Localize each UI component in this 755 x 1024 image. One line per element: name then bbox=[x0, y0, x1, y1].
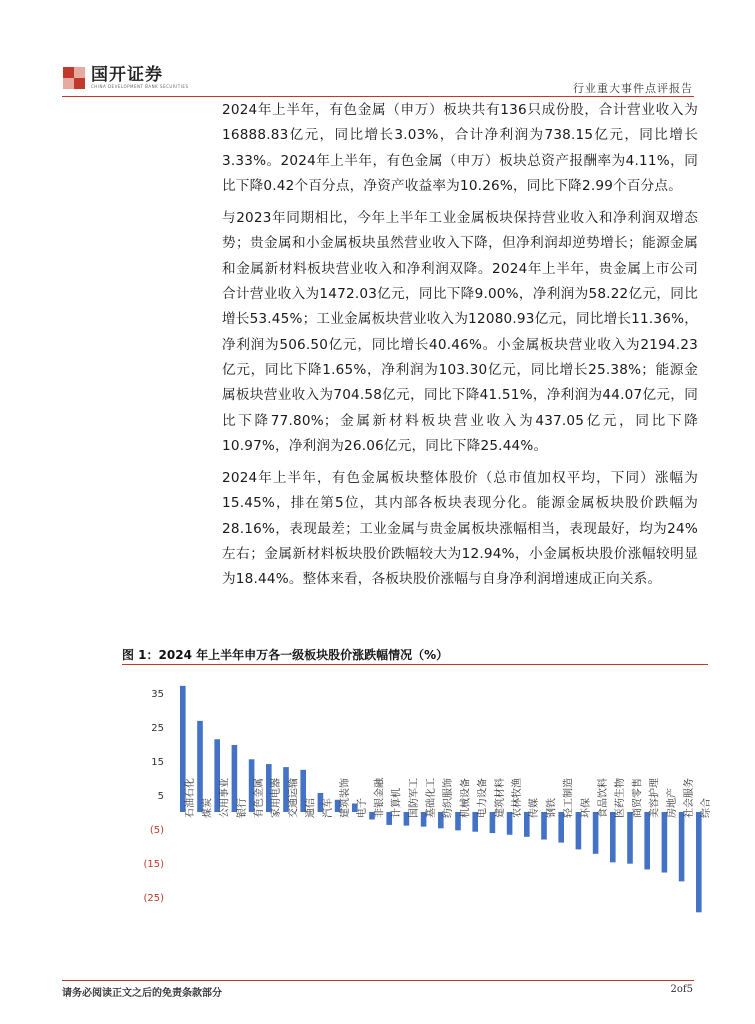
header-divider bbox=[62, 96, 694, 97]
y-tick-label: 35 bbox=[151, 689, 164, 700]
category-label: 环保 bbox=[580, 798, 592, 818]
category-label: 钢铁 bbox=[546, 798, 558, 818]
bar-chart bbox=[122, 668, 713, 924]
category-label: 建筑装饰 bbox=[340, 778, 352, 818]
paragraph-2: 与2023年同期相比，今年上半年工业金属板块保持营业收入和净利润双增态势；贵金属和小金属板块虽然营业收入下降，但净利润却逆势增长；能源金属和金属新材料板块营业收入和净利润双降。2024年上半年，贵金属上市公司合计营业收入为1472.03亿元，同比下降9.00%，净利润为58.22亿元，同比增长53.45%；工业金属板块营业收入为12080.93亿元，同比增长11.36%，净利润为506.50亿元，同比增长40.46%。小金属板块营业收入为2194.23亿元，同比下降1.65%，净利润为103.30亿元，同比增长25.38%；能源金属板块营业收入为704.58亿元，同比下降41.51%，净利润为44.07亿元，同比下降77.80%；金属新材料板块营业收入为437.05亿元，同比下降10.97%，净利润为26.06亿元，同比下降25.44%。 bbox=[222, 210, 698, 454]
category-label: 轻工制造 bbox=[563, 778, 575, 818]
category-label: 公用事业 bbox=[219, 778, 231, 818]
category-label: 建筑材料 bbox=[494, 778, 506, 818]
bar bbox=[627, 812, 633, 864]
category-label: 交通运输 bbox=[288, 778, 300, 818]
category-label: 国防军工 bbox=[408, 778, 420, 818]
y-tick-label: (15) bbox=[143, 859, 164, 870]
paragraph-3: 2024年上半年，有色金属板块整体股价（总市值加权平均，下同）涨幅为15.45%，排在第5位，其内部各板块表现分化。能源金属板块股价跌幅为28.16%，表现最差；工业金属与贵金属板块涨幅相当，表现最好，均为24%左右；金属新材料板块股价跌幅较大为12.94%，小金属板块股价涨幅较明显为18.44%。整体来看，各板块股价涨幅与自身净利润增速成正向关系。 bbox=[222, 470, 698, 588]
figure-divider bbox=[122, 664, 708, 665]
page-header bbox=[0, 0, 755, 98]
y-tick-label: 5 bbox=[157, 791, 164, 802]
category-label: 汽车 bbox=[322, 798, 334, 818]
category-label: 石油石化 bbox=[185, 778, 197, 818]
bar bbox=[679, 812, 685, 881]
category-label: 通信 bbox=[305, 798, 317, 818]
category-label: 商贸零售 bbox=[632, 778, 644, 818]
category-label: 医药生物 bbox=[615, 778, 627, 818]
logo-mark-icon bbox=[63, 67, 85, 89]
y-tick-label: (25) bbox=[143, 893, 164, 904]
report-type: 行业重大事件点评报告 bbox=[573, 82, 693, 95]
figure-title: 图 1：2024 年上半年申万各一级板块股价涨跌幅情况（%） bbox=[122, 648, 449, 662]
logo-name: 国开证券 bbox=[91, 65, 163, 85]
page-number: 2of5 bbox=[670, 984, 693, 995]
category-label: 农林牧渔 bbox=[512, 778, 524, 818]
bar bbox=[610, 812, 616, 862]
category-label: 社会服务 bbox=[684, 778, 696, 818]
category-label: 房地产 bbox=[666, 788, 678, 818]
y-tick-label: 25 bbox=[151, 723, 164, 734]
category-label: 食品饮料 bbox=[598, 778, 610, 818]
category-label: 美容护理 bbox=[649, 778, 661, 818]
logo-subtitle: CHINA DEVELOPMENT BANK SECURITIES bbox=[91, 84, 189, 89]
category-label: 基础化工 bbox=[426, 778, 438, 818]
footer-divider bbox=[62, 980, 694, 981]
category-label: 计算机 bbox=[391, 788, 403, 818]
bar bbox=[662, 812, 668, 873]
category-label: 银行 bbox=[236, 798, 248, 818]
bar bbox=[696, 812, 702, 912]
category-label: 纺织服饰 bbox=[443, 778, 455, 818]
y-tick-label: 15 bbox=[151, 757, 164, 768]
company-logo bbox=[63, 66, 189, 89]
category-label: 有色金属 bbox=[254, 778, 266, 818]
category-label: 传媒 bbox=[529, 798, 541, 818]
category-label: 综合 bbox=[701, 798, 713, 818]
main-text bbox=[222, 98, 698, 600]
y-tick-label: (5) bbox=[149, 825, 164, 836]
category-label: 机械设备 bbox=[460, 778, 472, 818]
category-label: 电子 bbox=[357, 798, 369, 818]
category-label: 家用电器 bbox=[271, 778, 283, 818]
category-label: 电力设备 bbox=[477, 778, 489, 818]
paragraph-1: 2024年上半年，有色金属（申万）板块共有136只成份股，合计营业收入为16888.83亿元，同比增长3.03%，合计净利润为738.15亿元，同比增长3.33%。2024年上半年，有色金属（申万）板块总资产报酬率为4.11%，同比下降0.42个百分点，净资产收益率为10.26%，同比下降2.99个百分点。 bbox=[222, 102, 698, 194]
bar bbox=[644, 812, 650, 869]
category-label: 煤炭 bbox=[202, 798, 214, 818]
category-label: 非银金融 bbox=[374, 778, 386, 818]
disclaimer-text: 请务必阅读正文之后的免责条款部分 bbox=[62, 988, 222, 999]
